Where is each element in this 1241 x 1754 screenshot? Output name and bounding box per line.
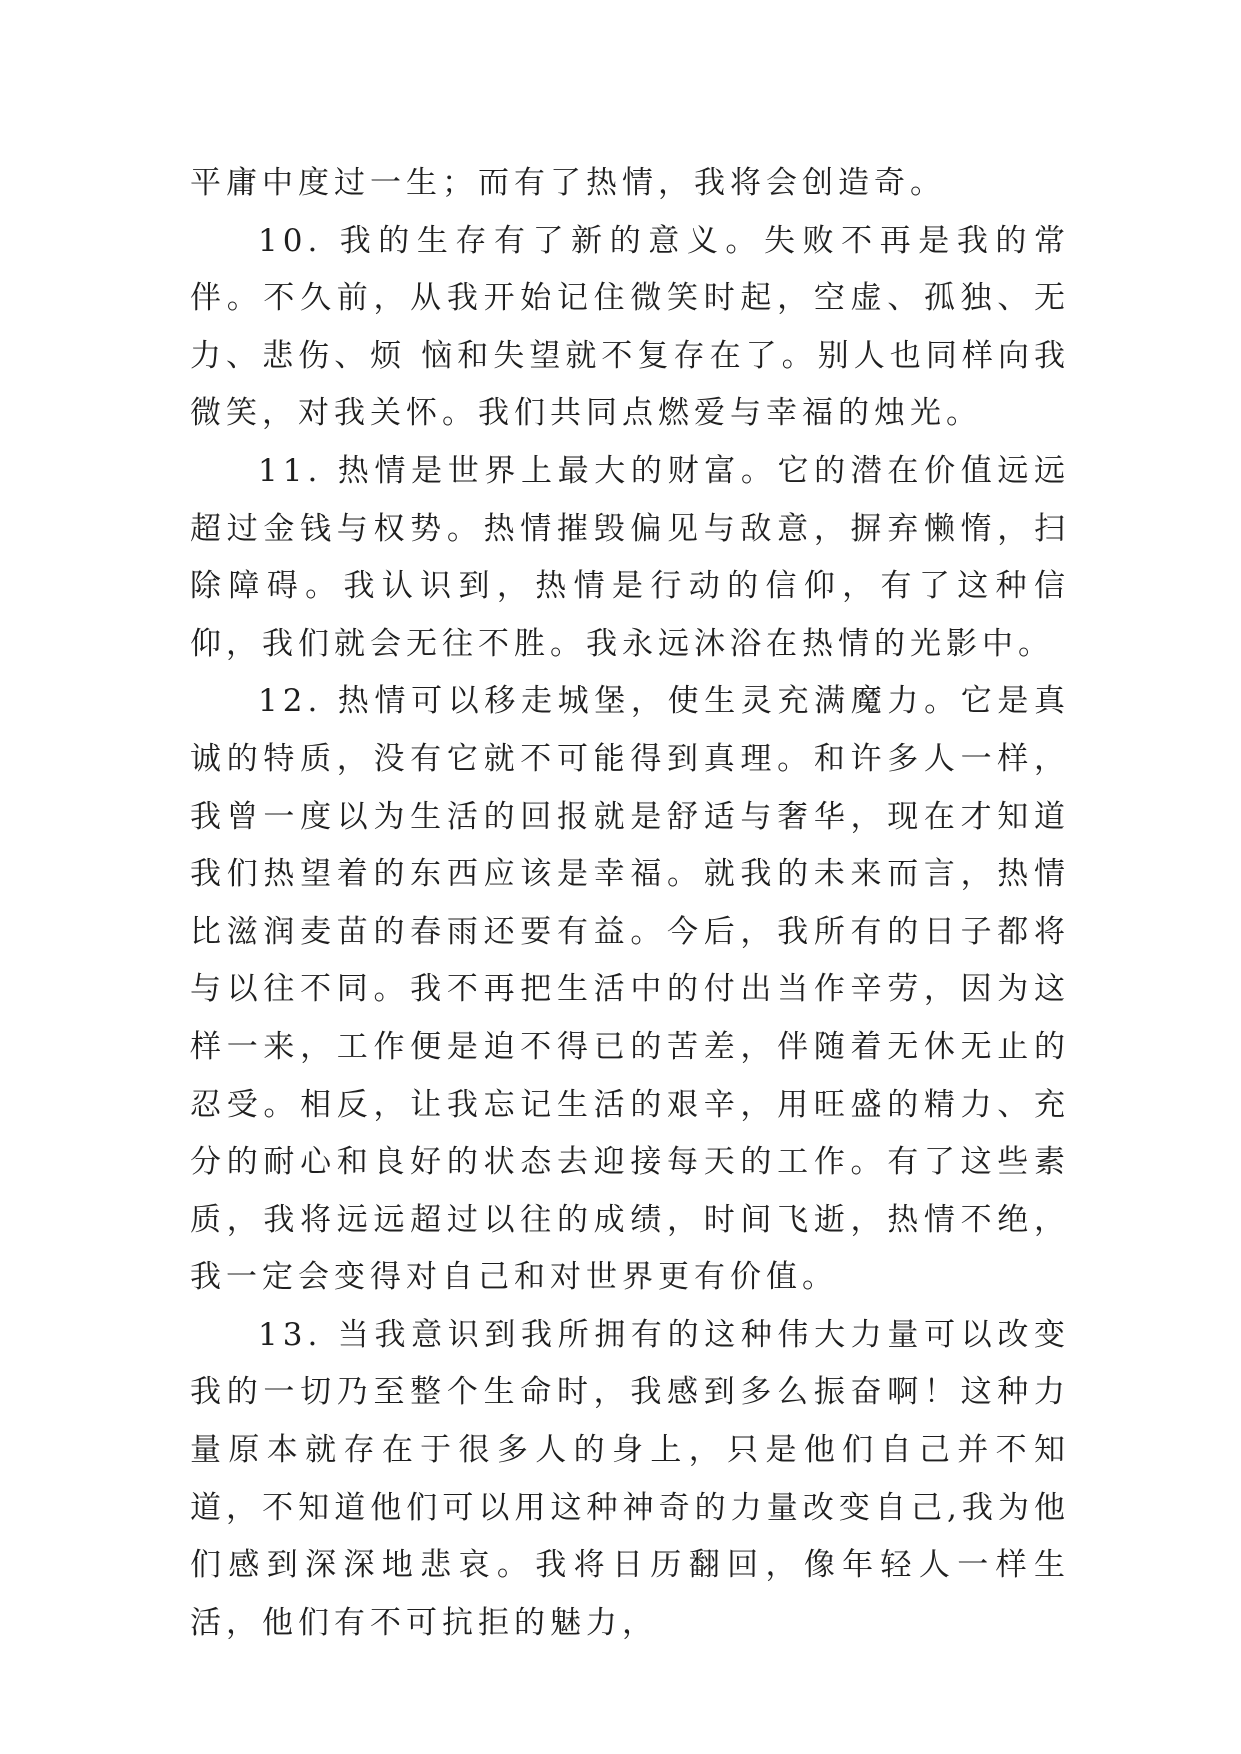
paragraph-continuation: 平庸中度过一生；而有了热情，我将会创造奇。 — [190, 165, 946, 201]
paragraph-13: 13. 当我意识到我所拥有的这种伟大力量可以改变我的一切乃至整个生命时，我感到多么振奋啊！这种力量原本就存在于很多人的身上，只是他们自己并不知道，不知道他们可以用这种神奇的力量改变自己,我为他们感到深深地悲哀。我将日历翻回，像年轻人一样生活，他们有不可抗拒的魅力， — [190, 1316, 1070, 1641]
document-body — [190, 155, 1070, 1652]
paragraph-11: 11. 热情是世界上最大的财富。它的潜在价值远远超过金钱与权势。热情摧毁偏见与敌意，摒弃懒惰，扫除障碍。我认识到，热情是行动的信仰，有了这种信仰，我们就会无往不胜。我永远沐浴在热情的光影中。 — [190, 452, 1070, 662]
paragraph-12: 12. 热情可以移走城堡，使生灵充满魔力。它是真诚的特质，没有它就不可能得到真理。和许多人一样，我曾一度以为生活的回报就是舒适与奢华，现在才知道我们热望着的东西应该是幸福。就我的未来而言，热情比滋润麦苗的春雨还要有益。今后，我所有的日子都将与以往不同。我不再把生活中的付出当作辛劳，因为这样一来，工作便是迫不得已的苦差，伴随着无休无止的忍受。相反，让我忘记生活的艰辛，用旺盛的精力、充分的耐心和良好的状态去迎接每天的工作。有了这些素质，我将远远超过以往的成绩，时间飞逝，热情不绝，我一定会变得对自己和对世界更有价值。 — [190, 683, 1070, 1296]
paragraph-10: 10. 我的生存有了新的意义。失败不再是我的常伴。不久前，从我开始记住微笑时起，空虚、孤独、无力、悲伤、烦 恼和失望就不复存在了。别人也同样向我微笑，对我关怀。我们共同点燃爱与幸福的烛光。 — [190, 222, 1070, 432]
